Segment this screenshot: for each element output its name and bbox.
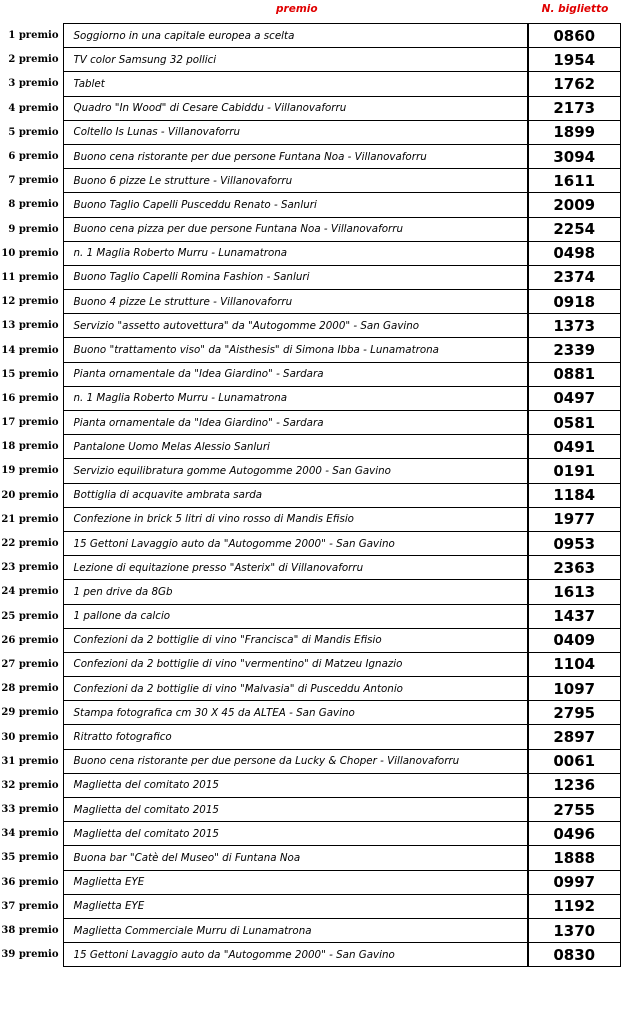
ticket-number-cell: 0997 bbox=[528, 870, 620, 894]
rank-cell: 15 premio bbox=[1, 368, 59, 380]
rank-cell: 16 premio bbox=[1, 392, 59, 404]
ticket-number-cell: 1370 bbox=[528, 918, 620, 942]
ticket-number-cell: 2339 bbox=[528, 338, 620, 362]
prize-cell: Maglietta EYE bbox=[63, 870, 528, 894]
ticket-number-cell: 1437 bbox=[528, 604, 620, 628]
prize-cell: Stampa fotografica cm 30 X 45 da ALTEA - San Gavino bbox=[63, 701, 528, 725]
rank-cell: 23 premio bbox=[1, 562, 59, 574]
rank-cell: 25 premio bbox=[1, 610, 59, 622]
ticket-number-cell: 2795 bbox=[528, 701, 620, 725]
ticket-number-cell: 0191 bbox=[528, 459, 620, 483]
ticket-number-cell: 1762 bbox=[528, 72, 620, 96]
table-row bbox=[0, 72, 620, 96]
prize-cell: Ritratto fotografico bbox=[63, 725, 528, 749]
prize-cell: Buono cena ristorante per due persone da Lucky & Choper - Villanovaforru bbox=[63, 749, 528, 773]
rank-cell: 24 premio bbox=[1, 586, 59, 598]
rank-cell: 32 premio bbox=[1, 779, 59, 791]
prize-cell: Confezioni da 2 bottiglie di vino "Malvasia" di Pusceddu Antonio bbox=[63, 677, 528, 701]
rank-cell: 37 premio bbox=[1, 900, 59, 912]
ticket-number-cell: 2009 bbox=[528, 193, 620, 217]
prize-cell: Maglietta EYE bbox=[63, 894, 528, 918]
rank-cell: 20 premio bbox=[1, 489, 59, 501]
rank-cell: 31 premio bbox=[1, 755, 59, 767]
prize-cell: Pianta ornamentale da "Idea Giardino" - Sardara bbox=[63, 362, 528, 386]
header-ticket-number: N. biglietto bbox=[541, 3, 609, 15]
table-row bbox=[0, 628, 620, 652]
prize-cell: Confezioni da 2 bottiglie di vino "vermentino" di Matzeu Ignazio bbox=[63, 652, 528, 676]
table-row bbox=[0, 773, 620, 797]
rank-cell: 29 premio bbox=[1, 707, 59, 719]
ticket-number-cell: 1373 bbox=[528, 314, 620, 338]
ticket-number-cell: 2173 bbox=[528, 96, 620, 120]
table-row bbox=[0, 749, 620, 773]
ticket-number-cell: 2755 bbox=[528, 798, 620, 822]
ticket-number-cell: 1184 bbox=[528, 483, 620, 507]
prize-cell: 1 pen drive da 8Gb bbox=[63, 580, 528, 604]
rank-cell: 21 premio bbox=[1, 513, 59, 525]
table-row bbox=[0, 918, 620, 942]
table-row bbox=[0, 48, 620, 72]
prize-cell: Confezione in brick 5 litri di vino rosso di Mandis Efisio bbox=[63, 507, 528, 531]
prize-cell: Servizio "assetto autovettura" da "Autogomme 2000" - San Gavino bbox=[63, 314, 528, 338]
ticket-number-cell: 0830 bbox=[528, 943, 620, 967]
table-row bbox=[0, 338, 620, 362]
rank-cell: 4 premio bbox=[8, 102, 59, 114]
prize-cell: Maglietta del comitato 2015 bbox=[63, 798, 528, 822]
table-row bbox=[0, 144, 620, 168]
prize-table bbox=[0, 23, 621, 967]
ticket-number-cell: 0881 bbox=[528, 362, 620, 386]
rank-cell: 8 premio bbox=[8, 199, 59, 211]
table-row bbox=[0, 435, 620, 459]
table-row bbox=[0, 96, 620, 120]
table-row bbox=[0, 894, 620, 918]
table-row bbox=[0, 846, 620, 870]
rank-cell: 3 premio bbox=[8, 78, 59, 90]
rank-cell: 9 premio bbox=[8, 223, 59, 235]
rank-cell: 5 premio bbox=[8, 126, 59, 138]
ticket-number-cell: 0953 bbox=[528, 531, 620, 555]
prize-cell: n. 1 Maglia Roberto Murru - Lunamatrona bbox=[63, 241, 528, 265]
ticket-number-cell: 1899 bbox=[528, 120, 620, 144]
table-row bbox=[0, 652, 620, 676]
ticket-number-cell: 0860 bbox=[528, 24, 620, 48]
rank-cell: 26 premio bbox=[1, 634, 59, 646]
table-row bbox=[0, 725, 620, 749]
rank-cell: 2 premio bbox=[8, 54, 59, 66]
ticket-number-cell: 1192 bbox=[528, 894, 620, 918]
rank-cell: 28 premio bbox=[1, 683, 59, 695]
prize-cell: Bottiglia di acquavite ambrata sarda bbox=[63, 483, 528, 507]
prize-cell: Buono cena ristorante per due persone Funtana Noa - Villanovaforru bbox=[63, 144, 528, 168]
prize-cell: 1 pallone da calcio bbox=[63, 604, 528, 628]
prize-cell: Coltello Is Lunas - Villanovaforru bbox=[63, 120, 528, 144]
ticket-number-cell: 2374 bbox=[528, 265, 620, 289]
prize-cell: n. 1 Maglia Roberto Murru - Lunamatrona bbox=[63, 386, 528, 410]
ticket-number-cell: 0498 bbox=[528, 241, 620, 265]
rank-cell: 6 premio bbox=[8, 151, 59, 163]
ticket-number-cell: 2363 bbox=[528, 556, 620, 580]
rank-cell: 38 premio bbox=[1, 925, 59, 937]
prize-cell: Lezione di equitazione presso "Asterix" di Villanovaforru bbox=[63, 556, 528, 580]
prize-cell: Quadro "In Wood" di Cesare Cabiddu - Villanovaforru bbox=[63, 96, 528, 120]
ticket-number-cell: 1613 bbox=[528, 580, 620, 604]
rank-cell: 33 premio bbox=[1, 804, 59, 816]
prize-cell: Buono cena pizza per due persone Funtana Noa - Villanovaforru bbox=[63, 217, 528, 241]
table-row bbox=[0, 24, 620, 48]
table-row bbox=[0, 943, 620, 967]
prize-cell: Maglietta del comitato 2015 bbox=[63, 822, 528, 846]
prize-cell: Maglietta del comitato 2015 bbox=[63, 773, 528, 797]
prize-cell: Soggiorno in una capitale europea a scelta bbox=[63, 24, 528, 48]
rank-cell: 18 premio bbox=[1, 441, 59, 453]
ticket-number-cell: 2254 bbox=[528, 217, 620, 241]
rank-cell: 35 premio bbox=[1, 852, 59, 864]
rank-cell: 1 premio bbox=[8, 30, 59, 42]
table-row bbox=[0, 314, 620, 338]
prize-cell: Buono "trattamento viso" da "Aisthesis" di Simona Ibba - Lunamatrona bbox=[63, 338, 528, 362]
prize-cell: Maglietta Commerciale Murru di Lunamatrona bbox=[63, 918, 528, 942]
prize-cell: 15 Gettoni Lavaggio auto da "Autogomme 2000" - San Gavino bbox=[63, 943, 528, 967]
table-row bbox=[0, 386, 620, 410]
header-premio: premio bbox=[276, 3, 318, 15]
rank-cell: 22 premio bbox=[1, 538, 59, 550]
table-row bbox=[0, 580, 620, 604]
ticket-number-cell: 2897 bbox=[528, 725, 620, 749]
prize-cell: Buono Taglio Capelli Romina Fashion - Sanluri bbox=[63, 265, 528, 289]
table-row bbox=[0, 265, 620, 289]
table-row bbox=[0, 822, 620, 846]
prize-cell: Buono 6 pizze Le strutture - Villanovaforru bbox=[63, 169, 528, 193]
rank-cell: 14 premio bbox=[1, 344, 59, 356]
table-row bbox=[0, 604, 620, 628]
rank-cell: 36 premio bbox=[1, 876, 59, 888]
prize-cell: 15 Gettoni Lavaggio auto da "Autogomme 2000" - San Gavino bbox=[63, 531, 528, 555]
table-row bbox=[0, 556, 620, 580]
prize-cell: Servizio equilibratura gomme Autogomme 2000 - San Gavino bbox=[63, 459, 528, 483]
table-row bbox=[0, 870, 620, 894]
table-row bbox=[0, 193, 620, 217]
rank-cell: 27 premio bbox=[1, 658, 59, 670]
ticket-number-cell: 3094 bbox=[528, 144, 620, 168]
table-row bbox=[0, 120, 620, 144]
ticket-number-cell: 1954 bbox=[528, 48, 620, 72]
ticket-number-cell: 1236 bbox=[528, 773, 620, 797]
rank-cell: 12 premio bbox=[1, 296, 59, 308]
rank-cell: 10 premio bbox=[1, 247, 59, 259]
ticket-number-cell: 0061 bbox=[528, 749, 620, 773]
rank-cell: 30 premio bbox=[1, 731, 59, 743]
prize-cell: Buono 4 pizze Le strutture - Villanovaforru bbox=[63, 290, 528, 314]
table-row bbox=[0, 241, 620, 265]
table-row bbox=[0, 411, 620, 435]
table-row bbox=[0, 798, 620, 822]
prize-cell: TV color Samsung 32 pollici bbox=[63, 48, 528, 72]
table-row bbox=[0, 507, 620, 531]
table-row bbox=[0, 483, 620, 507]
prize-cell: Pianta ornamentale da "Idea Giardino" - Sardara bbox=[63, 411, 528, 435]
table-row bbox=[0, 459, 620, 483]
table-row bbox=[0, 290, 620, 314]
table-row bbox=[0, 217, 620, 241]
rank-cell: 7 premio bbox=[8, 175, 59, 187]
rank-cell: 34 premio bbox=[1, 828, 59, 840]
ticket-number-cell: 1104 bbox=[528, 652, 620, 676]
table-row bbox=[0, 362, 620, 386]
ticket-number-cell: 1977 bbox=[528, 507, 620, 531]
prize-cell: Tablet bbox=[63, 72, 528, 96]
ticket-number-cell: 0496 bbox=[528, 822, 620, 846]
rank-cell: 19 premio bbox=[1, 465, 59, 477]
ticket-number-cell: 1888 bbox=[528, 846, 620, 870]
prize-cell: Pantalone Uomo Melas Alessio Sanluri bbox=[63, 435, 528, 459]
rank-cell: 11 premio bbox=[1, 271, 59, 283]
table-row bbox=[0, 169, 620, 193]
prize-cell: Buono Taglio Capelli Pusceddu Renato - Sanluri bbox=[63, 193, 528, 217]
table-row bbox=[0, 701, 620, 725]
prize-cell: Confezioni da 2 bottiglie di vino "Francisca" di Mandis Efisio bbox=[63, 628, 528, 652]
ticket-number-cell: 0918 bbox=[528, 290, 620, 314]
ticket-number-cell: 0581 bbox=[528, 411, 620, 435]
table-header bbox=[0, 0, 625, 23]
rank-cell: 17 premio bbox=[1, 417, 59, 429]
ticket-number-cell: 1097 bbox=[528, 677, 620, 701]
ticket-number-cell: 0409 bbox=[528, 628, 620, 652]
ticket-number-cell: 0497 bbox=[528, 386, 620, 410]
rank-cell: 13 premio bbox=[1, 320, 59, 332]
table-row bbox=[0, 531, 620, 555]
ticket-number-cell: 1611 bbox=[528, 169, 620, 193]
rank-cell: 39 premio bbox=[1, 949, 59, 961]
prize-cell: Buona bar "Catè del Museo" di Funtana Noa bbox=[63, 846, 528, 870]
ticket-number-cell: 0491 bbox=[528, 435, 620, 459]
table-row bbox=[0, 677, 620, 701]
